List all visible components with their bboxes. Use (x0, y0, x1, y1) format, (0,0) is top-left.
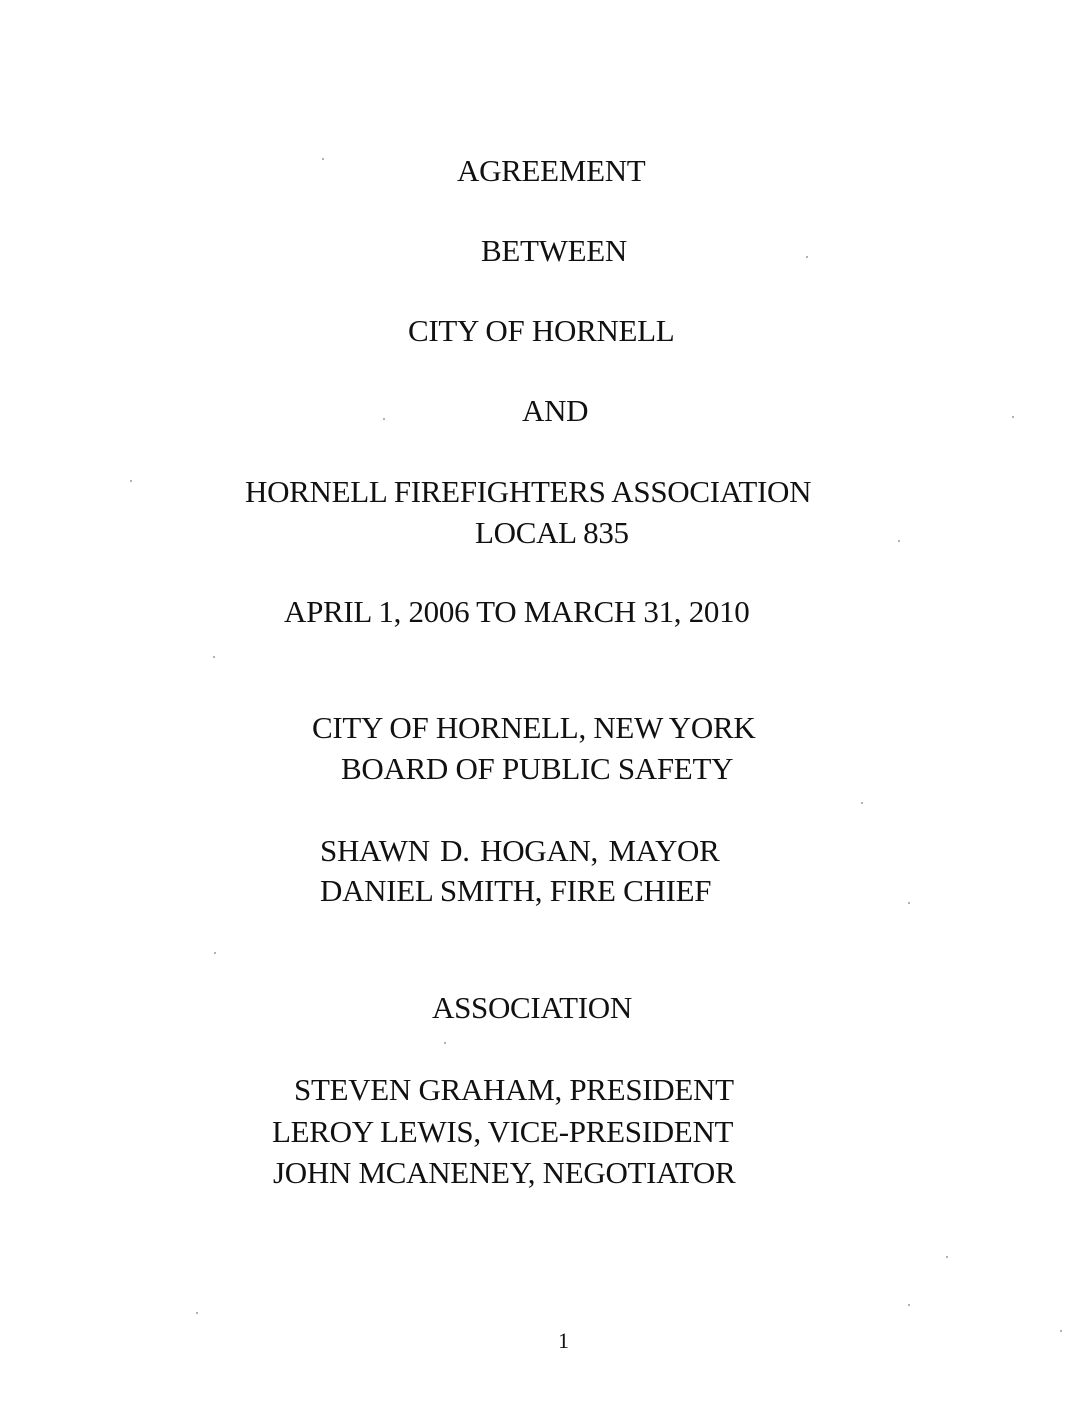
scan-speck (898, 540, 900, 542)
scan-speck (214, 952, 216, 954)
fire-chief-name: DANIEL SMITH, FIRE CHIEF (320, 873, 712, 908)
city-party-name: CITY OF HORNELL (408, 313, 675, 348)
vice-president-name: LEROY LEWIS, VICE-PRESIDENT (272, 1114, 734, 1149)
board-name: BOARD OF PUBLIC SAFETY (341, 751, 734, 786)
scan-speck (213, 656, 215, 658)
president-name: STEVEN GRAHAM, PRESIDENT (294, 1072, 734, 1107)
mayor-name: SHAWN D. HOGAN, MAYOR (320, 833, 720, 868)
page-number: 1 (558, 1328, 569, 1353)
agreement-term: APRIL 1, 2006 TO MARCH 31, 2010 (284, 594, 750, 629)
scan-speck (1012, 416, 1014, 418)
local-number: LOCAL 835 (475, 515, 629, 550)
scan-speck (806, 256, 808, 258)
scan-speck (130, 480, 132, 482)
negotiator-name: JOHN MCANENEY, NEGOTIATOR (273, 1155, 736, 1190)
between-label: BETWEEN (481, 233, 627, 268)
scan-speck (444, 1042, 446, 1044)
association-heading: ASSOCIATION (432, 990, 632, 1025)
city-location: CITY OF HORNELL, NEW YORK (312, 710, 756, 745)
scan-speck (908, 1304, 910, 1306)
scan-speck (861, 802, 863, 804)
scan-speck (322, 158, 324, 160)
agreement-title: AGREEMENT (457, 153, 646, 188)
scan-speck (196, 1312, 198, 1314)
scan-speck (383, 418, 385, 420)
scan-speck (946, 1256, 948, 1258)
scan-speck (1060, 1330, 1062, 1332)
scan-speck (908, 902, 910, 904)
and-label: AND (522, 393, 589, 428)
association-party-name: HORNELL FIREFIGHTERS ASSOCIATION (245, 474, 812, 509)
